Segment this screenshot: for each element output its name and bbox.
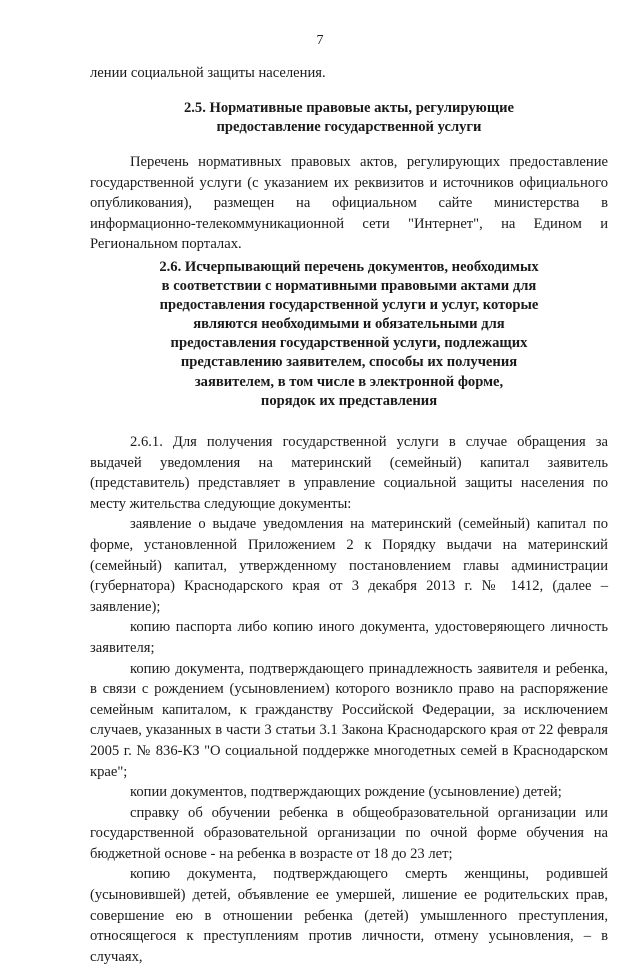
- paragraph: копию документа, подтверждающего принадлежность заявителя и ребенка, в связи с рождением (усыновлением) которого возникло право на распоряжение семейным капиталом, к гражданству Российской Федерации, за исключением случаев, указанных в части 3 статьи 3.1 Закона Краснодарского края от 22 февраля 2005 г. № 836-КЗ "О социальной поддержке многодетных семей в Краснодарском крае";: [90, 660, 608, 780]
- paragraph: Перечень нормативных правовых актов, регулирующих предоставление государственной услуги (с указанием их реквизитов и источников официального опубликования), размещен на официальном сайте министерства в информационно-телекоммуникационной сети "Интернет", на Едином и Региональном порталах.: [90, 154, 608, 253]
- heading-line: в соответствии с нормативными правовыми актами для: [161, 278, 537, 295]
- paragraph: копию паспорта либо копию иного документа, удостоверяющего личность заявителя;: [90, 619, 608, 656]
- heading-line: заявителем, в том числе в электронной форме,: [194, 373, 504, 390]
- section-2-6-body: [90, 432, 608, 967]
- page-number: 7: [316, 33, 324, 48]
- heading-line: предоставления государственной услуги, подлежащих: [170, 335, 528, 352]
- heading-line: представлению заявителем, способы их получения: [180, 354, 518, 371]
- heading-line: 2.5. Нормативные правовые акты, регулирующие: [183, 100, 515, 116]
- paragraph: копию документа, подтверждающего смерть женщины, родившей (усыновившей) детей, объявление ее умершей, лишение ее родительских прав, совершение ею в отношении ребенка (детей) умышленного преступления, относящегося к преступлениям против личности, отмену усыновления, – в случаях,: [90, 866, 608, 965]
- paragraph: заявление о выдаче уведомления на материнский (семейный) капитал по форме, установленной Приложением 2 к Порядку выдачи на материнский (семейный) капитал, утвержденному постановлением главы администрации (губернатора) Краснодарского края от 3 декабря 2013 г. № 1412, (далее – заявление);: [90, 516, 608, 615]
- section-2-6-heading: [90, 258, 608, 411]
- paragraph: 2.6.1. Для получения государственной услуги в случае обращения за выдачей уведомления на материнский (семейный) капитал заявитель (представитель) представляет в управление социальной защиты населения по месту жительства следующие документы:: [90, 434, 608, 512]
- paragraph: справку об обучении ребенка в общеобразовательной организации или государственной образовательной организации по очной форме обучения на бюджетной основе - на ребенка в возрасте от 18 до 23 лет;: [90, 804, 608, 862]
- continuation-text: лении социальной защиты населения.: [90, 65, 326, 81]
- heading-line: 2.6. Исчерпывающий перечень документов, необходимых: [159, 259, 539, 275]
- heading-line: порядок их представления: [260, 392, 438, 409]
- section-2-5-heading: [90, 99, 608, 137]
- section-2-5-body: [90, 152, 608, 255]
- heading-line: являются необходимыми и обязательными для: [193, 316, 505, 333]
- heading-line: предоставление государственной услуги: [216, 119, 482, 135]
- heading-line: предоставления государственной услуги и услуг, которые: [159, 297, 539, 314]
- paragraph: копии документов, подтверждающих рождение (усыновление) детей;: [130, 784, 562, 801]
